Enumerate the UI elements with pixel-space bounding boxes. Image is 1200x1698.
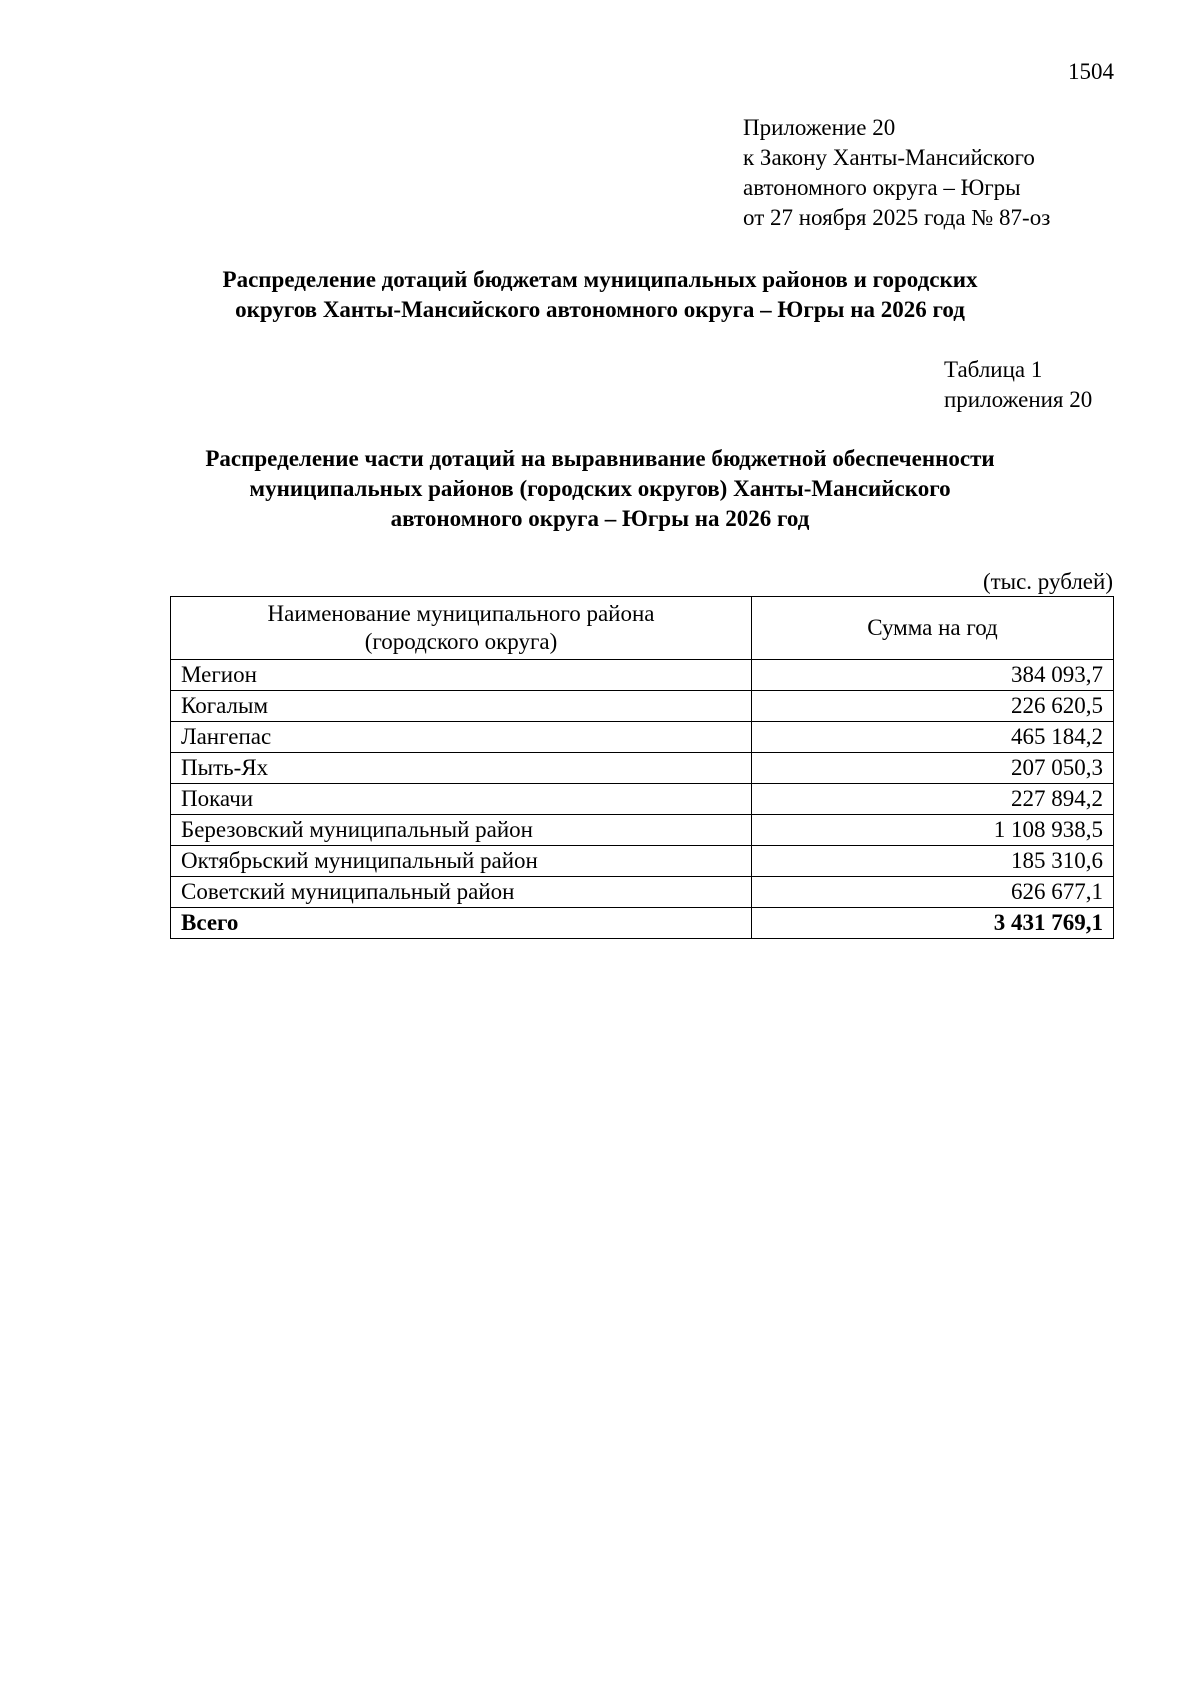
- cell-amount: 384 093,7: [752, 660, 1114, 691]
- appendix-note-line: от 27 ноября 2025 года № 87-оз: [743, 205, 1051, 230]
- cell-name: Пыть-Ях: [171, 753, 752, 784]
- cell-amount: 227 894,2: [752, 784, 1114, 815]
- budget-table: [170, 596, 1114, 939]
- table-row: [171, 877, 1114, 908]
- total-amount: 3 431 769,1: [752, 908, 1114, 939]
- header-name: [171, 597, 752, 660]
- table-title-line: муниципальных районов (городских округов) Ханты-Мансийского: [249, 476, 951, 501]
- table-row: [171, 846, 1114, 877]
- table-row: [171, 815, 1114, 846]
- cell-name: Мегион: [171, 660, 752, 691]
- total-label: Всего: [171, 908, 752, 939]
- cell-amount: 1 108 938,5: [752, 815, 1114, 846]
- appendix-note-line: Приложение 20: [743, 115, 896, 140]
- cell-amount: 465 184,2: [752, 722, 1114, 753]
- main-title: [150, 265, 1050, 325]
- total-row: [171, 908, 1114, 939]
- cell-amount: 226 620,5: [752, 691, 1114, 722]
- cell-name: Октябрьский муниципальный район: [171, 846, 752, 877]
- table-note: [944, 355, 1092, 415]
- table-note-line: приложения 20: [944, 387, 1093, 412]
- header-name-line: (городского округа): [364, 629, 558, 654]
- table-row: [171, 753, 1114, 784]
- appendix-note-line: к Закону Ханты-Мансийского: [743, 145, 1035, 170]
- cell-name: Когалым: [171, 691, 752, 722]
- main-title-line: округов Ханты-Мансийского автономного округа – Югры на 2026 год: [235, 297, 965, 322]
- cell-name: Лангепас: [171, 722, 752, 753]
- table-row: [171, 691, 1114, 722]
- cell-amount: 207 050,3: [752, 753, 1114, 784]
- main-title-line: Распределение дотаций бюджетам муниципальных районов и городских: [222, 267, 978, 292]
- cell-amount: 626 677,1: [752, 877, 1114, 908]
- page-number: 1504: [1068, 59, 1114, 84]
- table-row: [171, 784, 1114, 815]
- table-title: [150, 444, 1050, 534]
- table-header-row: [171, 597, 1114, 660]
- table-note-line: Таблица 1: [944, 357, 1043, 382]
- table-title-line: автономного округа – Югры на 2026 год: [390, 506, 810, 531]
- header-amount: Сумма на год: [752, 597, 1114, 660]
- units-note: (тыс. рублей): [982, 569, 1113, 594]
- header-name-line: Наименование муниципального района: [267, 601, 655, 626]
- cell-name: Покачи: [171, 784, 752, 815]
- appendix-note: [743, 113, 1050, 233]
- table-title-line: Распределение части дотаций на выравнивание бюджетной обеспеченности: [205, 446, 995, 471]
- cell-name: Березовский муниципальный район: [171, 815, 752, 846]
- cell-amount: 185 310,6: [752, 846, 1114, 877]
- table-row: [171, 660, 1114, 691]
- cell-name: Советский муниципальный район: [171, 877, 752, 908]
- table-row: [171, 722, 1114, 753]
- appendix-note-line: автономного округа – Югры: [743, 175, 1021, 200]
